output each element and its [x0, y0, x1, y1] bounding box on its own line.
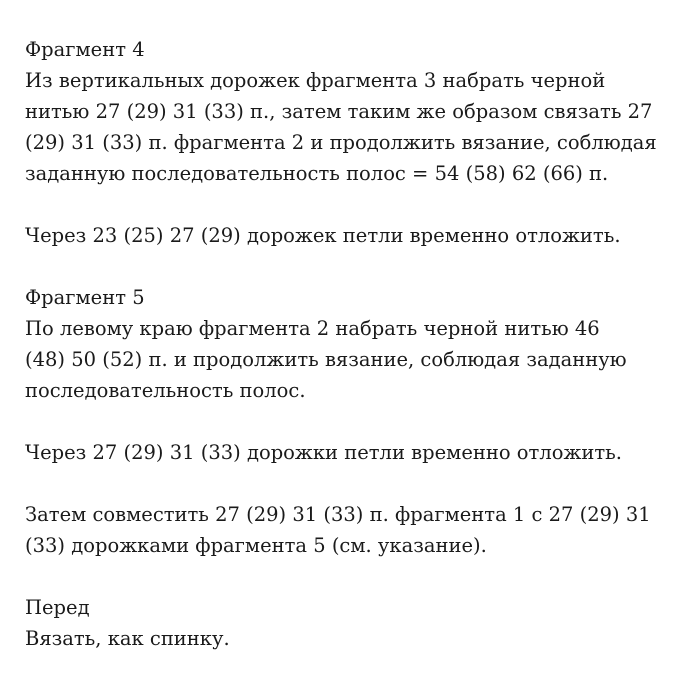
fragment-4-line: нитью 27 (29) 31 (33) п., затем таким же образом связать 27 — [25, 100, 653, 123]
fragment-5-section — [25, 282, 675, 561]
fragment-4-section — [25, 34, 675, 251]
fragment-4-title: Фрагмент 4 — [25, 38, 145, 61]
fragment-5-title: Фрагмент 5 — [25, 286, 145, 309]
front-line: Вязать, как спинку. — [25, 627, 230, 650]
fragment-5-line: По левому краю фрагмента 2 набрать черной нитью 46 — [25, 317, 600, 340]
fragment-4-note: Через 23 (25) 27 (29) дорожек петли временно отложить. — [25, 224, 621, 247]
paragraph-gap — [25, 468, 675, 499]
fragment-4-line: Из вертикальных дорожек фрагмента 3 набрать черной — [25, 69, 606, 92]
fragment-5-note: Через 27 (29) 31 (33) дорожки петли временно отложить. — [25, 441, 622, 464]
paragraph-gap — [25, 251, 675, 282]
fragment-5-join-line: (33) дорожками фрагмента 5 (см. указание). — [25, 534, 487, 557]
paragraph-gap — [25, 189, 675, 220]
fragment-4-line: (29) 31 (33) п. фрагмента 2 и продолжить вязание, соблюдая — [25, 131, 657, 154]
paragraph-gap — [25, 561, 675, 592]
front-section — [25, 592, 675, 654]
fragment-5-line: (48) 50 (52) п. и продолжить вязание, соблюдая заданную — [25, 348, 627, 371]
front-title: Перед — [25, 596, 90, 619]
instructions-page — [25, 34, 675, 654]
paragraph-gap — [25, 406, 675, 437]
fragment-5-line: последовательность полос. — [25, 379, 306, 402]
fragment-4-line: заданную последовательность полос = 54 (58) 62 (66) п. — [25, 162, 609, 185]
fragment-5-join-line: Затем совместить 27 (29) 31 (33) п. фрагмента 1 с 27 (29) 31 — [25, 503, 651, 526]
